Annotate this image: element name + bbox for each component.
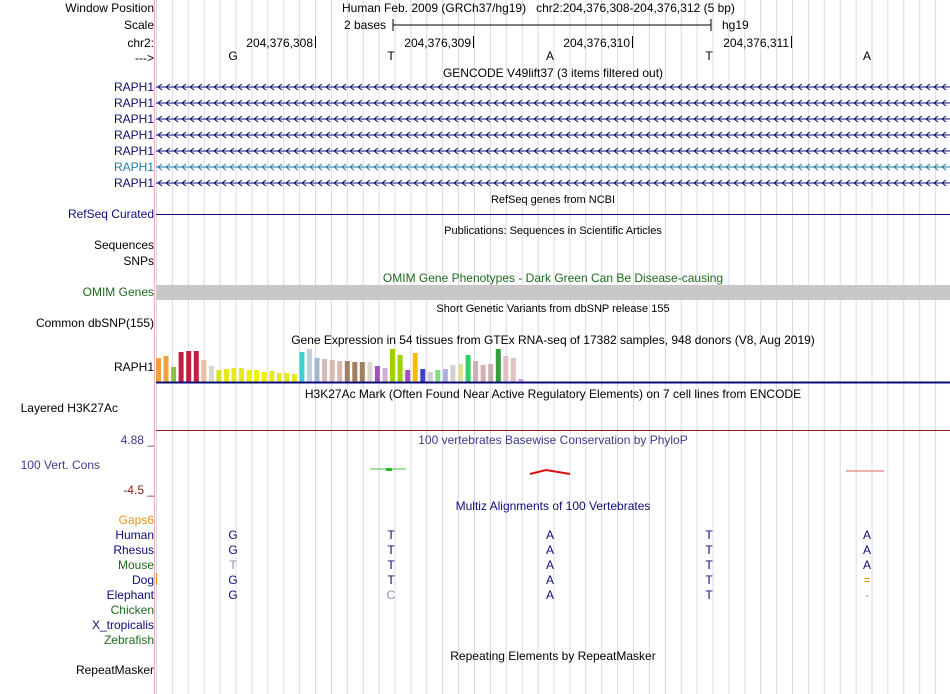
- window-position-value: Human Feb. 2009 (GRCh37/hg19) chr2:204,376,308-204,376,312 (5 bp): [342, 1, 735, 15]
- alignment-base: A: [862, 558, 871, 572]
- gencode-track-label[interactable]: RAPH1: [113, 112, 154, 126]
- gtex-bar[interactable]: [435, 370, 440, 382]
- coordinate-label: 204,376,310: [563, 36, 630, 50]
- label-divider[interactable]: [154, 0, 155, 694]
- h3k27ac-track-line[interactable]: [156, 430, 950, 431]
- gencode-title[interactable]: GENCODE V49lift37 (3 items filtered out): [442, 66, 664, 80]
- species-label[interactable]: Rhesus: [113, 543, 154, 557]
- publications-label[interactable]: Sequences: [93, 238, 154, 252]
- reference-base: A: [862, 49, 871, 63]
- gtex-bar[interactable]: [201, 360, 206, 382]
- reference-base: T: [387, 49, 395, 63]
- h3k27ac-label[interactable]: Layered H3K27Ac: [20, 401, 118, 415]
- gtex-bar[interactable]: [390, 349, 395, 382]
- gencode-transcript[interactable]: [156, 145, 950, 157]
- repeatmasker-label[interactable]: RepeatMasker: [75, 663, 154, 677]
- gtex-bar[interactable]: [277, 373, 282, 382]
- omim-label[interactable]: OMIM Genes: [82, 285, 154, 299]
- coordinate-label: 204,376,311: [723, 36, 789, 50]
- gtex-bar[interactable]: [269, 371, 274, 382]
- alignment-base: A: [545, 558, 554, 572]
- gencode-track-label[interactable]: RAPH1: [113, 128, 154, 142]
- alignment-base: T: [387, 573, 395, 587]
- gtex-bar[interactable]: [292, 374, 297, 382]
- alignment-base: A: [545, 528, 554, 542]
- gtex-label[interactable]: RAPH1: [113, 360, 154, 374]
- gtex-bar[interactable]: [511, 358, 516, 382]
- scale-value: 2 bases: [344, 18, 387, 32]
- refseq-track-line[interactable]: [156, 214, 950, 215]
- alignment-base: T: [387, 543, 395, 557]
- alignment-base: T: [705, 528, 713, 542]
- alignment-base: A: [545, 543, 554, 557]
- alignment-base: A: [545, 588, 554, 602]
- conservation-min: -4.5 _: [123, 483, 154, 497]
- gtex-bar[interactable]: [450, 365, 455, 382]
- alignment-base: G: [228, 588, 238, 602]
- omim-title[interactable]: OMIM Gene Phenotypes - Dark Green Can Be Disease-causing: [382, 271, 724, 285]
- alignment-base: C: [386, 588, 396, 602]
- alignment-base: T: [705, 573, 713, 587]
- gtex-bar[interactable]: [186, 351, 191, 382]
- gtex-bar[interactable]: [481, 365, 486, 382]
- species-label[interactable]: Dog: [131, 573, 154, 587]
- species-label[interactable]: Elephant: [106, 588, 154, 602]
- gtex-bar[interactable]: [299, 352, 304, 382]
- dog-gap-marker: [156, 573, 157, 585]
- gtex-bar[interactable]: [420, 369, 425, 382]
- species-label[interactable]: Mouse: [117, 558, 154, 572]
- gtex-bar[interactable]: [496, 349, 501, 382]
- reference-base: G: [228, 49, 238, 63]
- gencode-transcript[interactable]: [156, 129, 950, 141]
- gtex-bar[interactable]: [375, 366, 380, 382]
- gencode-track-label[interactable]: RAPH1: [113, 144, 154, 158]
- gaps-label[interactable]: Gaps6: [118, 513, 154, 527]
- gtex-bar[interactable]: [209, 366, 214, 382]
- scale-bar: [392, 17, 722, 33]
- gtex-bar[interactable]: [262, 372, 267, 382]
- gtex-bar[interactable]: [194, 351, 199, 382]
- gtex-bar[interactable]: [216, 370, 221, 382]
- species-label[interactable]: X_tropicalis: [91, 618, 154, 632]
- gencode-transcript[interactable]: [156, 161, 950, 173]
- coordinate-tick: [473, 36, 474, 48]
- gtex-bar[interactable]: [171, 367, 176, 382]
- species-label[interactable]: Human: [115, 528, 154, 542]
- alignment-base: A: [862, 528, 871, 542]
- gtex-bar[interactable]: [307, 349, 312, 382]
- publications-title[interactable]: Publications: Sequences in Scientific Articles: [444, 225, 662, 237]
- alignment-base: T: [705, 588, 713, 602]
- gtex-bar[interactable]: [443, 369, 448, 382]
- scale-assembly: hg19: [722, 18, 749, 32]
- alignment-base: T: [387, 558, 395, 572]
- repeatmasker-title[interactable]: Repeating Elements by RepeatMasker: [450, 649, 656, 663]
- gtex-bar[interactable]: [466, 355, 471, 382]
- gtex-bar-chart[interactable]: [156, 348, 950, 385]
- alignment-base: -: [865, 588, 869, 602]
- gtex-bar[interactable]: [383, 368, 388, 382]
- gtex-bar[interactable]: [315, 358, 320, 382]
- alignment-base: A: [545, 573, 554, 587]
- conservation-max: 4.88 _: [120, 433, 154, 447]
- alignment-base: G: [228, 528, 238, 542]
- gtex-bar[interactable]: [367, 362, 372, 382]
- alignment-base: G: [228, 573, 238, 587]
- coordinate-label: 204,376,309: [404, 36, 471, 50]
- coordinate-label: 204,376,308: [246, 36, 313, 50]
- gtex-bar[interactable]: [488, 364, 493, 382]
- gtex-bar[interactable]: [254, 370, 259, 382]
- dbsnp-label[interactable]: Common dbSNP(155): [35, 316, 154, 330]
- gencode-transcript[interactable]: [156, 177, 950, 189]
- alignment-base: T: [705, 558, 713, 572]
- refseq-title[interactable]: RefSeq genes from NCBI: [490, 194, 616, 206]
- h3k27ac-title[interactable]: H3K27Ac Mark (Often Found Near Active Regulatory Elements) on 7 cell lines from ENCODE: [304, 387, 802, 401]
- scale-label: Scale: [123, 18, 154, 32]
- conservation-title[interactable]: 100 vertebrates Basewise Conservation by PhyloP: [418, 433, 688, 447]
- gencode-track-label[interactable]: RAPH1: [113, 96, 154, 110]
- gtex-bar[interactable]: [224, 369, 229, 382]
- species-label[interactable]: Chicken: [110, 603, 154, 617]
- gtex-bar[interactable]: [247, 370, 252, 382]
- gencode-track-label[interactable]: RAPH1: [113, 80, 154, 94]
- coordinate-tick: [315, 36, 316, 48]
- reference-base: T: [705, 49, 713, 63]
- conservation-label[interactable]: 100 Vert. Cons: [20, 458, 100, 472]
- gtex-bar[interactable]: [330, 360, 335, 382]
- species-label[interactable]: Zebrafish: [103, 633, 154, 647]
- strand-label: --->: [135, 51, 154, 65]
- gtex-title[interactable]: Gene Expression in 54 tissues from GTEx RNA-seq of 17382 samples, 948 donors (V8, Aug 2019): [291, 333, 815, 347]
- gtex-bar[interactable]: [164, 356, 169, 382]
- alignment-base: T: [387, 528, 395, 542]
- gtex-bar[interactable]: [232, 368, 237, 382]
- gtex-bar[interactable]: [413, 353, 418, 382]
- window-position-label: Window Position: [65, 1, 154, 15]
- gtex-bar[interactable]: [428, 372, 433, 382]
- gtex-bar[interactable]: [360, 362, 365, 382]
- alignment-base: A: [862, 543, 871, 557]
- multiz-title[interactable]: Multiz Alignments of 100 Vertebrates: [455, 499, 651, 513]
- coordinate-tick: [632, 36, 633, 48]
- gtex-bar[interactable]: [458, 364, 463, 382]
- refseq-label[interactable]: RefSeq Curated: [67, 207, 154, 221]
- chrom-label: chr2:: [127, 36, 154, 50]
- gencode-transcript[interactable]: [156, 113, 950, 125]
- snps-label[interactable]: SNPs: [123, 254, 154, 268]
- gtex-bar[interactable]: [337, 361, 342, 382]
- alignment-base: G: [228, 543, 238, 557]
- gtex-bar[interactable]: [503, 356, 508, 382]
- gtex-bar[interactable]: [352, 362, 357, 382]
- gtex-bar[interactable]: [398, 355, 403, 382]
- alignment-base: T: [705, 543, 713, 557]
- omim-track-bar[interactable]: [156, 285, 950, 300]
- alignment-base: =: [863, 573, 871, 587]
- gencode-transcript[interactable]: [156, 81, 950, 93]
- gtex-bar[interactable]: [239, 368, 244, 382]
- gtex-bar[interactable]: [322, 359, 327, 382]
- gtex-bar[interactable]: [156, 358, 161, 382]
- gtex-bar[interactable]: [473, 361, 478, 382]
- gtex-bar[interactable]: [284, 373, 289, 382]
- gencode-track-label[interactable]: RAPH1: [113, 160, 154, 174]
- gtex-bar[interactable]: [345, 361, 350, 382]
- coordinate-tick: [791, 36, 792, 48]
- alignment-base: T: [229, 558, 237, 572]
- gtex-bar[interactable]: [179, 352, 184, 382]
- reference-base: A: [545, 49, 554, 63]
- gencode-transcript[interactable]: [156, 97, 950, 109]
- gtex-bar[interactable]: [405, 370, 410, 382]
- gencode-track-label[interactable]: RAPH1: [113, 176, 154, 190]
- conservation-wiggle[interactable]: [156, 462, 950, 482]
- dbsnp-title[interactable]: Short Genetic Variants from dbSNP release 155: [436, 303, 670, 315]
